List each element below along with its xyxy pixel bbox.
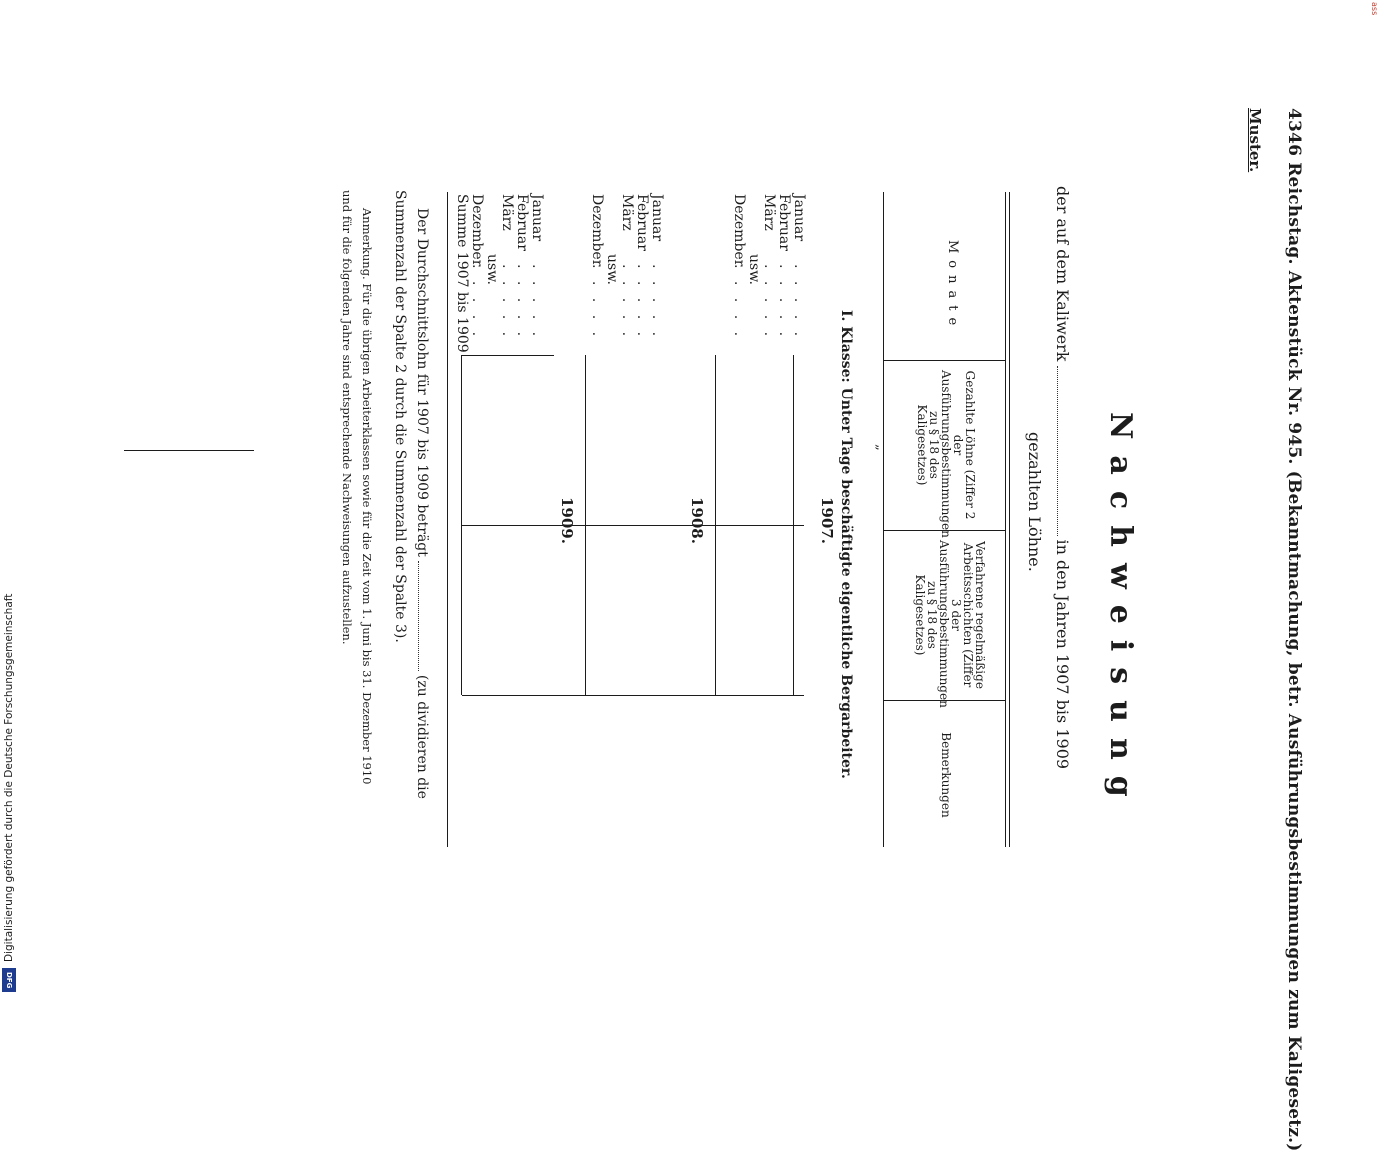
rule-1907-c bbox=[715, 355, 716, 525]
rule-summe-a bbox=[461, 355, 462, 525]
month-februar: Februar bbox=[514, 194, 530, 251]
digitization-caption: Digitalisierung gefördert durch die Deutsche Forschungsgemeinschaft bbox=[3, 593, 15, 962]
rule-1907-b bbox=[793, 525, 794, 695]
rule-1908-b bbox=[585, 525, 586, 695]
month-februar: Februar bbox=[776, 194, 792, 251]
month-dezember: Dezember bbox=[731, 194, 747, 267]
kaliwerk-blank bbox=[1057, 366, 1058, 536]
column-monate: Monate bbox=[945, 240, 960, 333]
year-1907: 1907. bbox=[818, 497, 836, 544]
rule-1908-a bbox=[585, 355, 586, 525]
table-top-rule bbox=[1009, 192, 1010, 847]
body-divider-summe bbox=[462, 355, 554, 356]
subtitle-line1 bbox=[1053, 186, 1072, 769]
summe-label: Summe 1907 bis 1909 bbox=[454, 194, 470, 353]
note-line2: und für die folgenden Jahre sind entsprechende Nachweisungen aufzustellen. bbox=[340, 190, 354, 645]
subtitle-before: der auf dem Kaliwerk bbox=[1053, 186, 1072, 362]
month-maerz: März bbox=[761, 194, 777, 231]
klasse-heading: I. Klasse: Unter Tage beschäftigte eigentliche Bergarbeiter. bbox=[838, 310, 854, 779]
dots-1908: . . . . . . . . . . . . . . . . . . . . bbox=[589, 264, 665, 341]
conclusion-line2: Summenzahl der Spalte 2 durch die Summenzahl der Spalte 3). bbox=[392, 190, 408, 643]
month-januar: Januar bbox=[649, 194, 665, 242]
usw-1909: usw. bbox=[484, 254, 500, 285]
document-title: Nachweisung bbox=[1103, 412, 1138, 813]
conclusion-line1 bbox=[414, 208, 430, 799]
month-januar: Januar bbox=[791, 194, 807, 242]
usw-1908: usw. bbox=[604, 254, 620, 285]
dfg-logo: DFG bbox=[2, 968, 16, 992]
table-bottom-rule bbox=[447, 192, 448, 847]
month-februar: Februar bbox=[634, 194, 650, 251]
month-maerz: März bbox=[499, 194, 515, 231]
header-divider-1 bbox=[884, 360, 1006, 361]
table-top-rule-double bbox=[1005, 192, 1006, 847]
durchschnitt-blank bbox=[418, 561, 419, 671]
muster-label: Muster. bbox=[1246, 108, 1264, 173]
dots-1909: . . . . . . . . . . . . . . . . . . . . bbox=[469, 264, 545, 341]
corner-mark: ass bbox=[1370, 2, 1379, 16]
year-1908: 1908. bbox=[688, 497, 706, 544]
dots-1907: . . . . . . . . . . . . . . . . . . . . bbox=[731, 264, 807, 341]
rule-summe-b bbox=[461, 525, 462, 695]
rule-1907-d bbox=[715, 525, 716, 695]
conclusion-end: (zu dividieren die bbox=[414, 674, 430, 799]
year-1909: 1909. bbox=[558, 497, 576, 544]
column-gezahlte-loehne: Gezahlte Löhne (Ziffer 2 der Ausführungsbestimmungen zu § 18 des Kaligesetzes) bbox=[915, 370, 977, 538]
body-divider-1 bbox=[462, 525, 804, 526]
month-maerz: März bbox=[619, 194, 635, 231]
rule-1907-a bbox=[793, 355, 794, 525]
column-bemerkungen: Bemerkungen bbox=[939, 732, 953, 818]
conclusion-start: Der Durchschnittslohn für 1907 bis 1909 beträgt bbox=[414, 208, 430, 557]
note-line1: Anmerkung. Für die übrigen Arbeiterklassen sowie für die Zeit vom 1. Juni bis 31. Dezember 1910 bbox=[360, 208, 374, 785]
subtitle-line2: gezahlten Löhne. bbox=[1025, 432, 1044, 572]
ditto-mark: „ bbox=[873, 444, 888, 451]
body-divider-2 bbox=[462, 695, 804, 696]
page-header: 4346 Reichstag. Aktenstück Nr. 945. (Bekanntmachung, betr. Ausführungsbestimmungen zum Kaligesetz.) bbox=[1284, 108, 1304, 1152]
usw-1907: usw. bbox=[746, 254, 762, 285]
month-dezember: Dezember bbox=[469, 194, 485, 267]
month-dezember: Dezember bbox=[589, 194, 605, 267]
closing-rule bbox=[124, 450, 254, 451]
month-januar: Januar bbox=[529, 194, 545, 242]
subtitle-after: in den Jahren 1907 bis 1909 bbox=[1053, 539, 1072, 770]
column-schichten: Verfahrene regelmäßige Arbeitsschichten (Ziffer 3 der Ausführungsbestimmungen zu § 18 des Kaligesetzes) bbox=[913, 540, 987, 708]
table-header-rule bbox=[883, 192, 884, 847]
